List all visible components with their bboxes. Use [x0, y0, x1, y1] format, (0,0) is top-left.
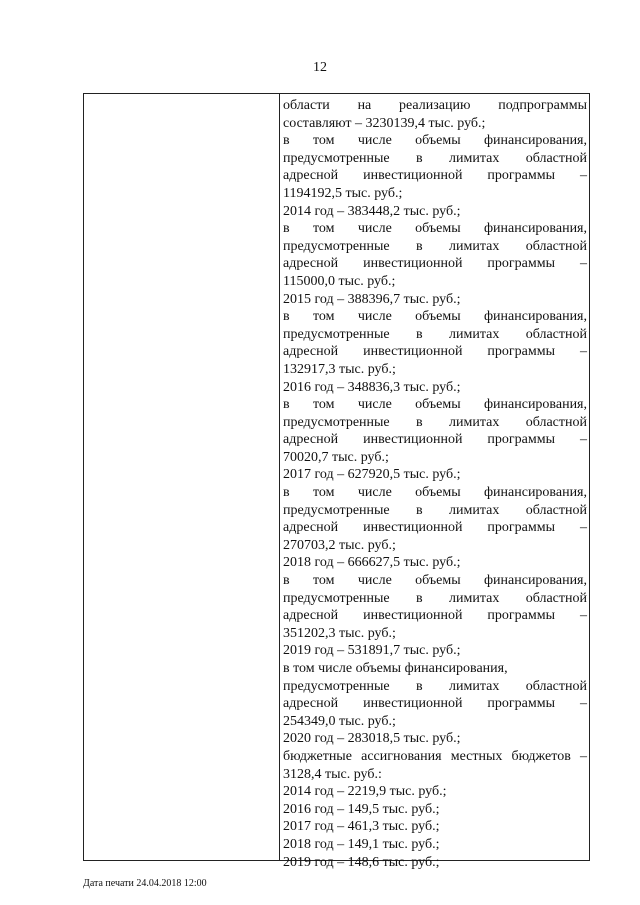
text-line: адресной инвестиционной программы – [283, 256, 587, 272]
text-line: области на реализацию подпрограммы [283, 98, 587, 113]
print-date-footer: Дата печати 24.04.2018 12:00 [83, 878, 207, 889]
text-line: предусмотренные в лимитах областной [283, 590, 587, 606]
page-number: 12 [313, 60, 327, 75]
text-line: 1194192,5 тыс. руб.; [283, 185, 403, 201]
text-line: в том числе объемы финансирования, [283, 485, 587, 501]
text-line: 2016 год – 348836,3 тыс. руб.; [283, 379, 461, 395]
text-line: 2014 год – 2219,9 тыс. руб.; [283, 784, 447, 800]
text-line: предусмотренные в лимитах областной [283, 414, 587, 430]
text-line: адресной инвестиционной программы – [283, 696, 587, 712]
text-line: адресной инвестиционной программы – [283, 344, 587, 360]
text-line: в том числе объемы финансирования, [283, 573, 587, 589]
text-line: в том числе объемы финансирования, [283, 661, 508, 676]
table-right-cell [280, 94, 589, 870]
text-line: бюджетные ассигнования местных бюджетов – [283, 748, 587, 764]
text-line: адресной инвестиционной программы – [283, 520, 587, 536]
text-line: 254349,0 тыс. руб.; [283, 713, 396, 729]
text-line: 2017 год – 461,3 тыс. руб.; [283, 819, 440, 835]
text-line: в том числе объемы финансирования, [283, 309, 587, 325]
text-line: 70020,7 тыс. руб.; [283, 449, 389, 465]
text-line: 351202,3 тыс. руб.; [283, 625, 396, 641]
text-line: предусмотренные в лимитах областной [283, 678, 587, 694]
text-line: 2014 год – 383448,2 тыс. руб.; [283, 203, 461, 219]
text-line: 2017 год – 627920,5 тыс. руб.; [283, 467, 461, 483]
table-left-cell [84, 94, 280, 860]
text-line: адресной инвестиционной программы – [283, 432, 587, 448]
text-line: в том числе объемы финансирования, [283, 397, 587, 413]
text-line: в том числе объемы финансирования, [283, 221, 587, 237]
text-line: 2015 год – 388396,7 тыс. руб.; [283, 291, 461, 307]
text-line: 2020 год – 283018,5 тыс. руб.; [283, 731, 461, 747]
text-line: адресной инвестиционной программы – [283, 608, 587, 624]
text-line: предусмотренные в лимитах областной [283, 326, 587, 342]
text-line: предусмотренные в лимитах областной [283, 150, 587, 166]
text-line: 132917,3 тыс. руб.; [283, 361, 396, 377]
text-line: составляют – 3230139,4 тыс. руб.; [283, 115, 486, 131]
text-line: предусмотренные в лимитах областной [283, 502, 587, 518]
text-line: 2019 год – 531891,7 тыс. руб.; [283, 643, 461, 659]
text-line: в том числе объемы финансирования, [283, 133, 587, 149]
text-line: 2016 год – 149,5 тыс. руб.; [283, 801, 440, 817]
text-line: адресной инвестиционной программы – [283, 168, 587, 184]
text-line: 2019 год – 148,6 тыс. руб.; [283, 854, 440, 870]
text-line: 2018 год – 149,1 тыс. руб.; [283, 836, 440, 852]
text-line: 115000,0 тыс. руб.; [283, 273, 396, 289]
text-line: 3128,4 тыс. руб.: [283, 766, 382, 782]
text-line: предусмотренные в лимитах областной [283, 238, 587, 254]
text-line: 2018 год – 666627,5 тыс. руб.; [283, 555, 461, 571]
document-table [83, 93, 590, 870]
text-line: 270703,2 тыс. руб.; [283, 537, 396, 553]
